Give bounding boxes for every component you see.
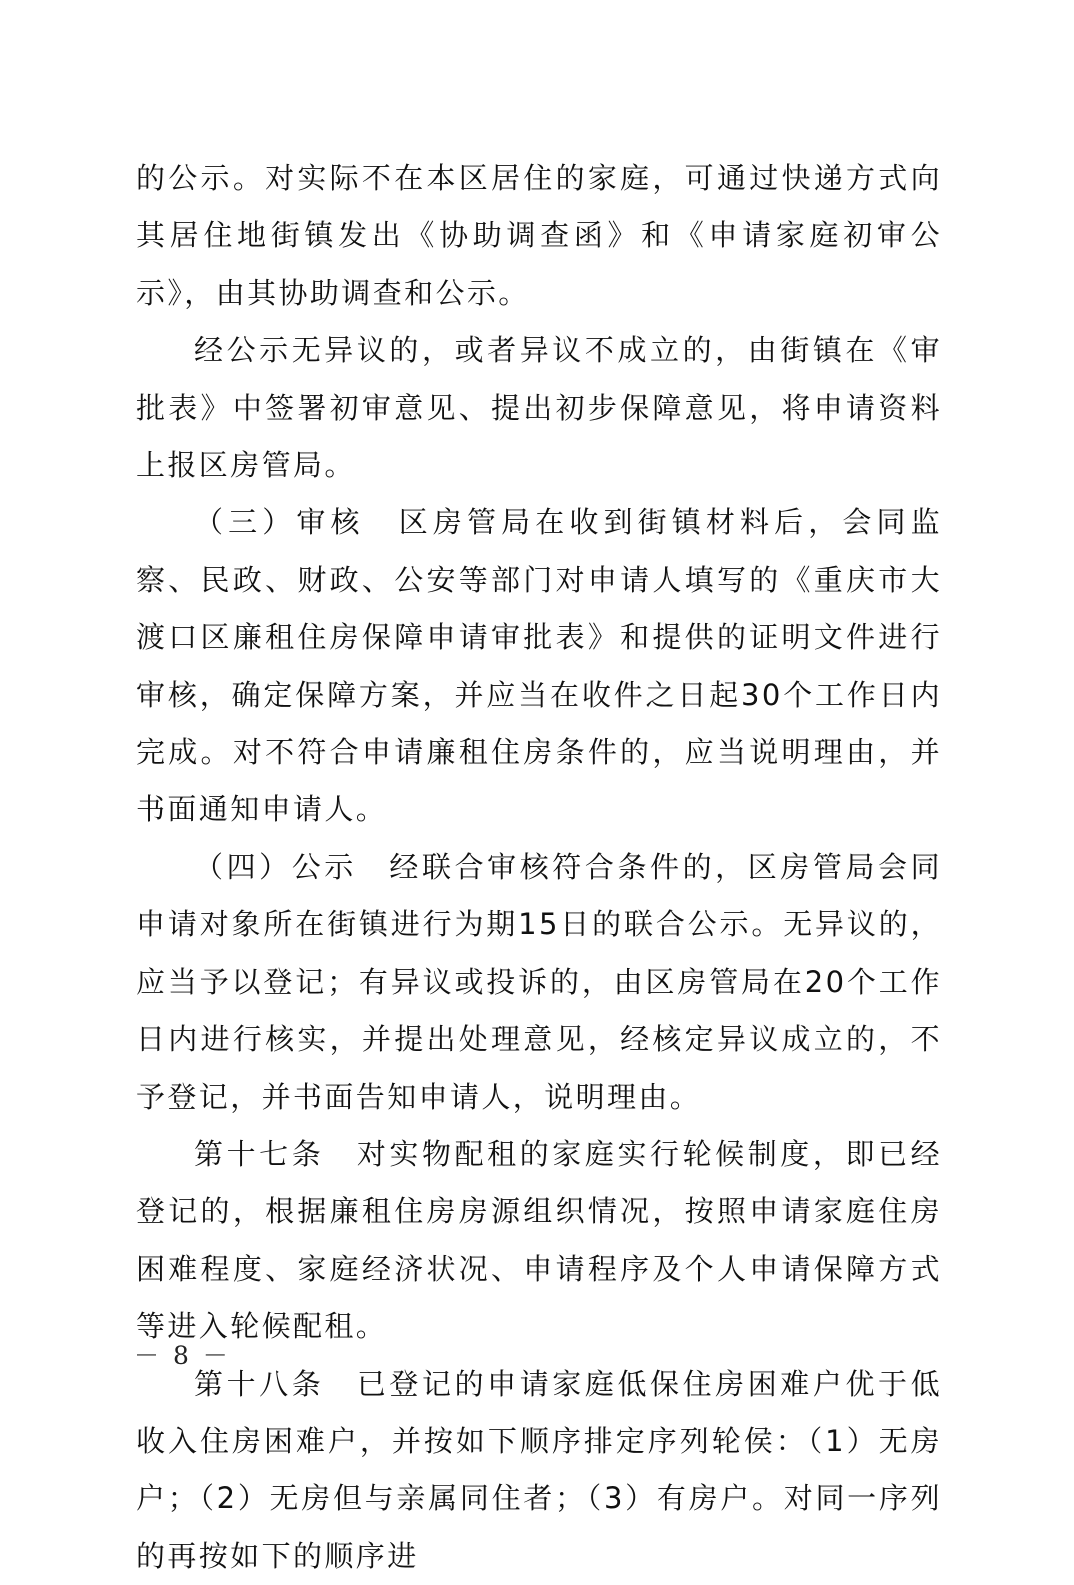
paragraph-no-objection: 经公示无异议的，或者异议不成立的，由街镇在《审批表》中签署初审意见、提出初步保障意见，将申请资料上报区房管局。 <box>136 333 942 483</box>
paragraph-joint-publicity: （四）公示 经联合审核符合条件的，区房管局会同申请对象所在街镇进行为期15日的联合公示。无异议的，应当予以登记；有异议或投诉的，由区房管局在20个工作日内进行核实，并提出处理意见，经核定异议成立的，不予登记，并书面告知申请人，说明理由。 <box>136 849 942 1114</box>
paragraph-article-17: 第十七条 对实物配租的家庭实行轮候制度，即已经登记的，根据廉租住房房源组织情况，按照申请家庭住房困难程度、家庭经济状况、申请程序及个人申请保障方式等进入轮候配租。 <box>136 1136 942 1344</box>
paragraph-review: （三）审核 区房管局在收到街镇材料后，会同监察、民政、财政、公安等部门对申请人填写的《重庆市大渡口区廉租住房保障申请审批表》和提供的证明文件进行审核，确定保障方案，并应当在收件之日起30个工作日内完成。对不符合申请廉租住房条件的，应当说明理由，并书面通知申请人。 <box>136 505 942 827</box>
document-body <box>136 150 942 1585</box>
paragraph-article-18: 第十八条 已登记的申请家庭低保住房困难户优于低收入住房困难户，并按如下顺序排定序列轮侯：（1）无房户；（2）无房但与亲属同住者；（3）有房户。对同一序列的再按如下的顺序进 <box>136 1366 942 1573</box>
page-number: － 8 － <box>134 1341 231 1370</box>
paragraph-publicity-continuation: 的公示。对实际不在本区居住的家庭，可通过快递方式向其居住地街镇发出《协助调查函》和《申请家庭初审公示》，由其协助调查和公示。 <box>136 161 942 310</box>
